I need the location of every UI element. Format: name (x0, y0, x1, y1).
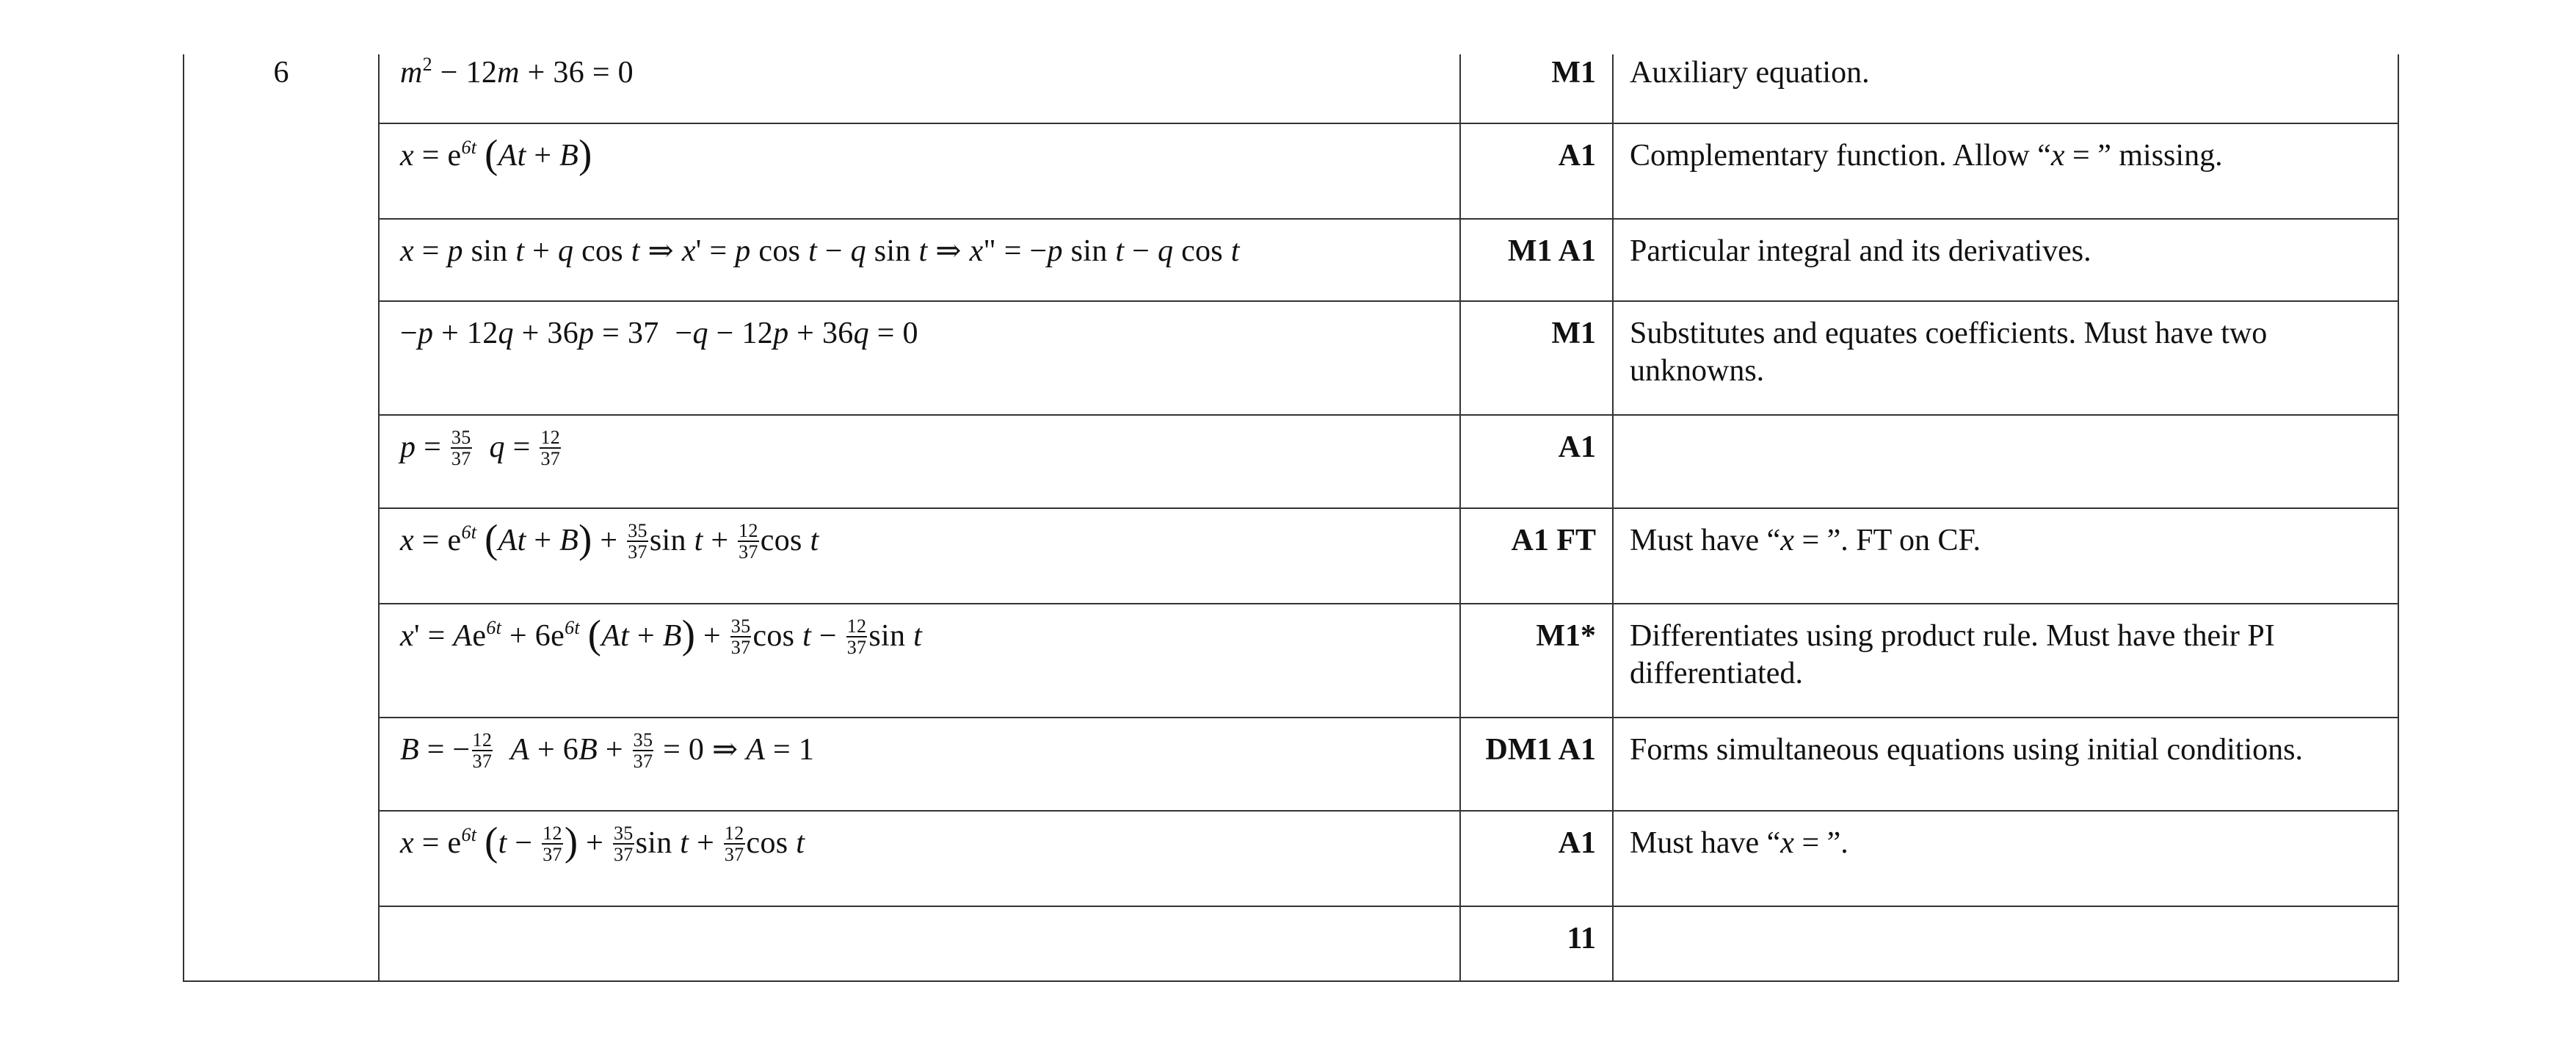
guidance-text: Differentiates using product rule. Must have their PI differentiated. (1630, 619, 2275, 691)
mark-cell (1460, 604, 1613, 718)
answer-equation: p = $\frac{35}{37}$ q = $\frac{12}{37}$ (400, 427, 561, 470)
guidance-cell (1613, 604, 2398, 718)
mark-cell (1460, 219, 1613, 301)
answer-cell (379, 811, 1460, 906)
guidance-text: Auxiliary equation. (1630, 56, 1870, 90)
mark-label: A1 (1558, 826, 1596, 860)
answer-cell (379, 123, 1460, 219)
guidance-cell (1613, 301, 2398, 415)
total-row (184, 906, 2398, 981)
table-row (184, 811, 2398, 906)
question-number-cell (184, 54, 379, 981)
mark-cell (1460, 301, 1613, 415)
guidance-cell (1613, 219, 2398, 301)
total-marks: 11 (1567, 922, 1596, 955)
mark-label: M1 (1551, 317, 1596, 350)
mark-label: A1 (1558, 430, 1596, 464)
mark-label: M1 (1551, 56, 1596, 90)
guidance-cell (1613, 415, 2398, 508)
total-cell (1460, 906, 1613, 981)
answer-equation: x = p sin t + q cos t ⇒ x' = p cos t − q sin t ⇒ x" = −p sin t − q cos t (400, 234, 1240, 268)
guidance-text: Must have “x = ”. (1630, 826, 1848, 860)
guidance-cell (1613, 906, 2398, 981)
answer-equation: B = − $\frac{12}{37}$ A + 6B + $\frac{35}{37}$ = 0 ⇒ A = 1 (400, 729, 815, 773)
mark-cell (1460, 718, 1613, 811)
mark-label: A1 (1558, 139, 1596, 173)
mark-cell (1460, 415, 1613, 508)
guidance-cell (1613, 718, 2398, 811)
guidance-text: Particular integral and its derivatives. (1630, 234, 2091, 268)
guidance-text: Complementary function. Allow “x = ” missing. (1630, 139, 2223, 173)
answer-cell (379, 301, 1460, 415)
mark-cell (1460, 54, 1613, 123)
answer-cell (379, 604, 1460, 718)
mark-cell (1460, 508, 1613, 604)
answer-equation: $x = e^{6t}$ (At + B) + $\frac{35}{37}$ sin t + $\frac{12}{37}$ cos t (400, 516, 819, 563)
answer-equation: −p + 12q + 36p = 37 −q − 12p + 36q = 0 (400, 317, 918, 350)
table-row (184, 718, 2398, 811)
answer-cell (379, 219, 1460, 301)
answer-equation: $m^2 - 12m + 36 = 0$ (400, 53, 634, 90)
guidance-text: Substitutes and equates coefficients. Must have two unknowns. (1630, 317, 2268, 389)
answer-equation: $x = e^{6t}$ (At + B) (400, 131, 592, 176)
table-row (184, 219, 2398, 301)
mark-scheme-table (183, 54, 2399, 982)
table-row (184, 415, 2398, 508)
guidance-text: Must have “x = ”. FT on CF. (1630, 524, 1981, 557)
guidance-cell (1613, 508, 2398, 604)
table-row (184, 604, 2398, 718)
mark-label: A1 FT (1511, 524, 1596, 557)
table-row (184, 508, 2398, 604)
answer-equation: $x' = Ae^{6t} + 6e^{6t}$ (At + B) + $\frac{35}{37}$ cos t − $\frac{12}{37}$ sin t (400, 612, 923, 659)
table-row (184, 301, 2398, 415)
guidance-text: Forms simultaneous equations using initial conditions. (1630, 733, 2303, 767)
answer-cell (379, 718, 1460, 811)
guidance-cell (1613, 54, 2398, 123)
mark-cell (1460, 123, 1613, 219)
mark-label: M1* (1536, 619, 1596, 653)
answer-cell (379, 508, 1460, 604)
mark-cell (1460, 811, 1613, 906)
table-row (184, 54, 2398, 123)
mark-label: DM1 A1 (1485, 733, 1596, 767)
table-row (184, 123, 2398, 219)
question-number: 6 (273, 56, 289, 90)
answer-cell (379, 54, 1460, 123)
guidance-cell (1613, 811, 2398, 906)
answer-cell (379, 415, 1460, 508)
mark-label: M1 A1 (1507, 234, 1596, 268)
guidance-cell (1613, 123, 2398, 219)
answer-cell (379, 906, 1460, 981)
answer-equation: $x = e^{6t}$ (t − $\frac{12}{37}$ ) + $\frac{35}{37}$ sin t + $\frac{12}{37}$ cos t (400, 819, 805, 866)
